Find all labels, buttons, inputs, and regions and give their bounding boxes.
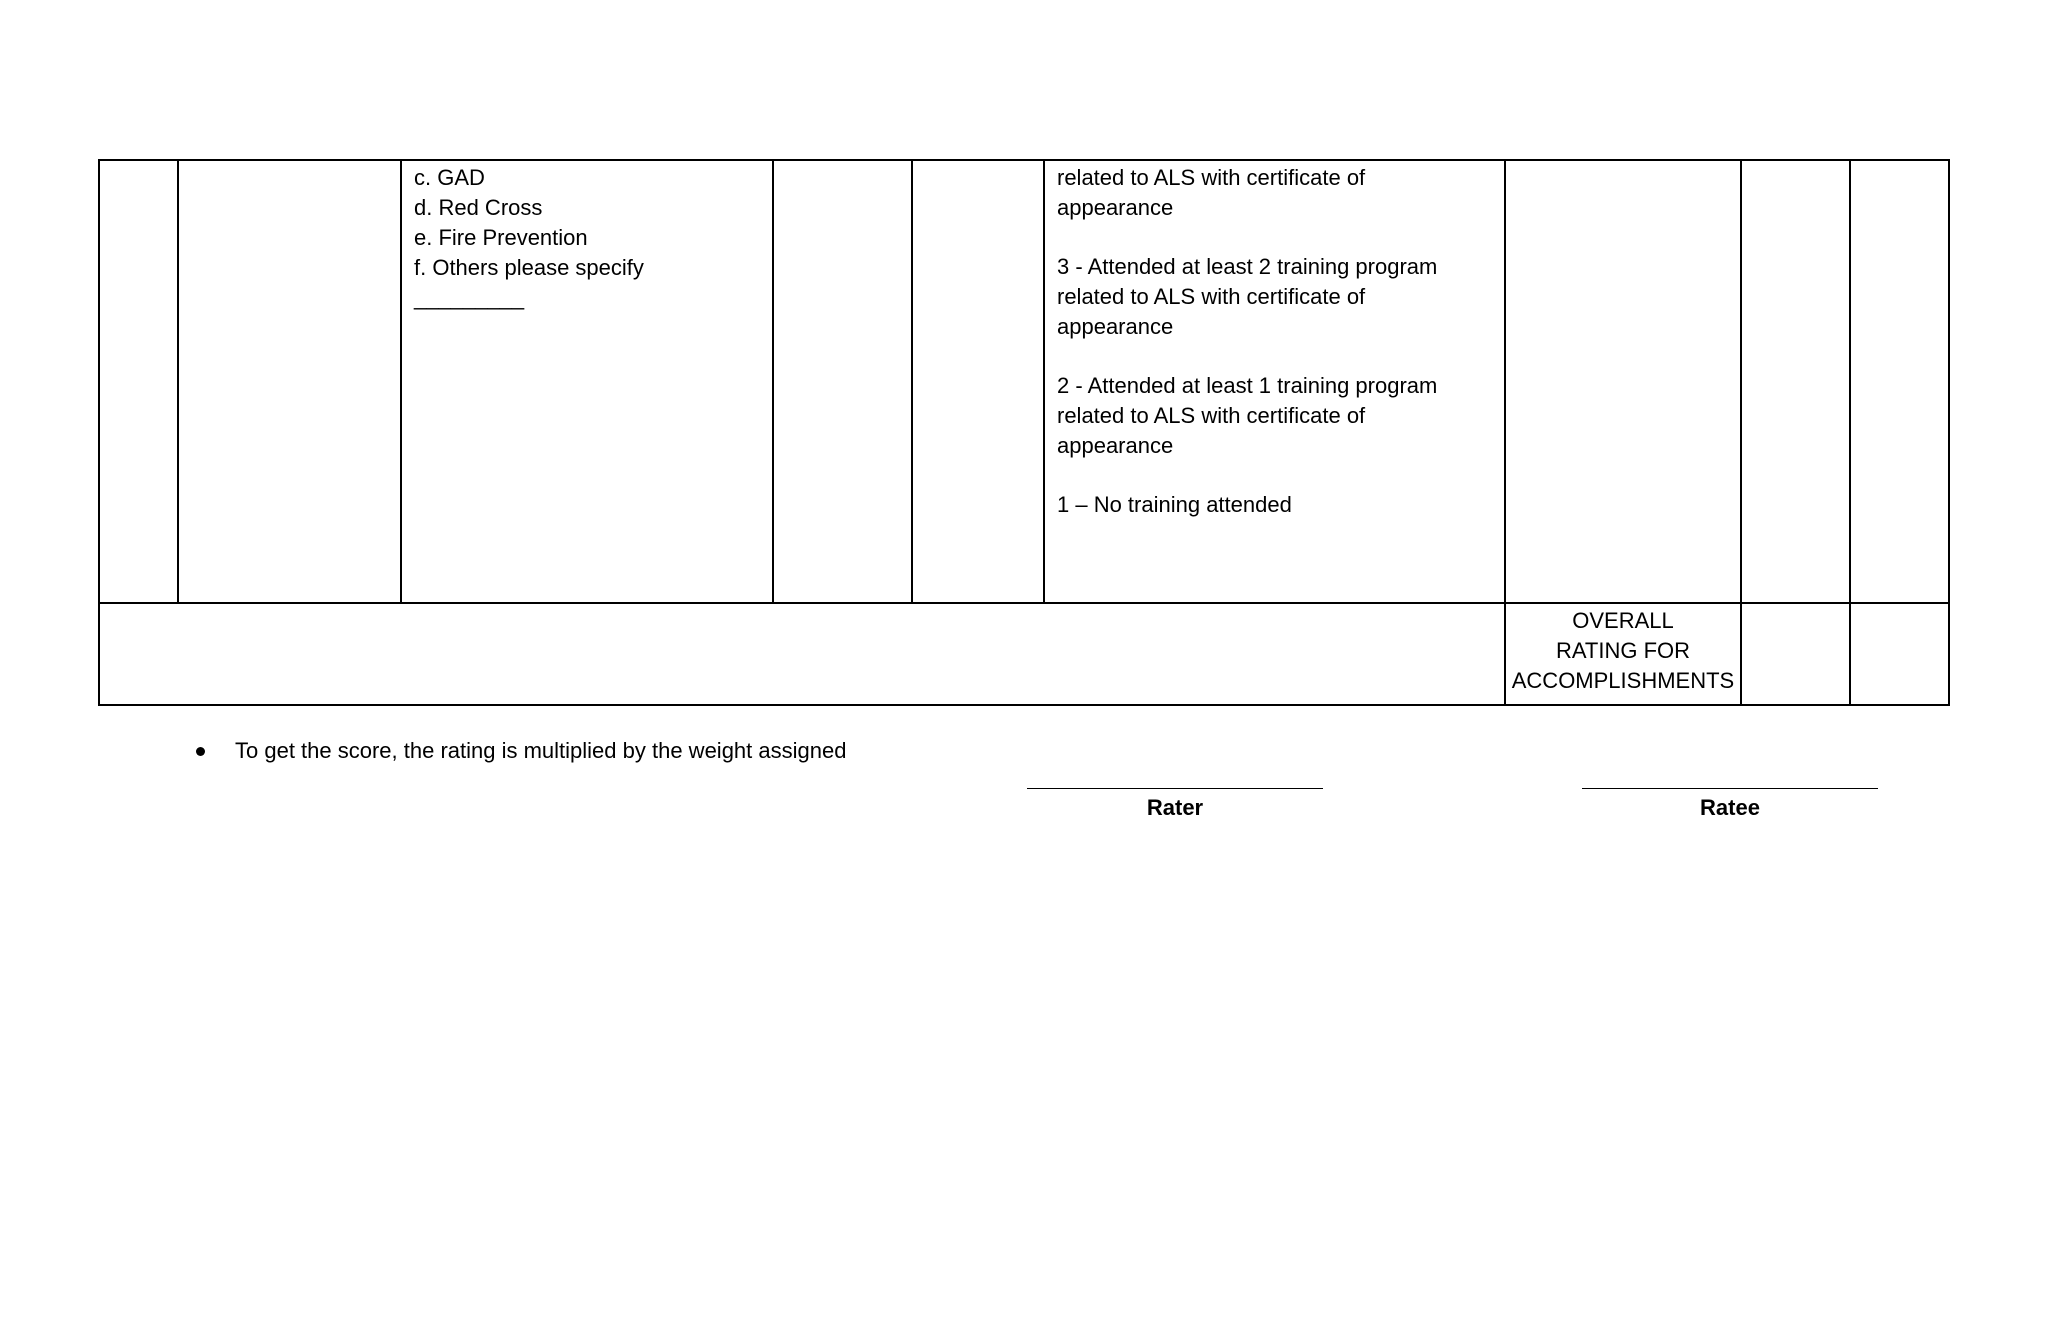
- accomplishments-table: [98, 159, 1950, 706]
- overall-blank-cell: [99, 603, 1505, 705]
- ratee-signature-line: [1582, 772, 1878, 789]
- overall-label-line: RATING FOR: [1555, 638, 1691, 663]
- program-item: d. Red Cross: [414, 195, 543, 220]
- ratee-signature: [1582, 772, 1878, 823]
- criteria-line: appearance: [1057, 314, 1174, 339]
- table-cell-actual: [1505, 160, 1741, 603]
- overall-label-line: OVERALL: [1572, 608, 1674, 633]
- table-cell-criteria: [1044, 160, 1505, 603]
- score-note-text: To get the score, the rating is multiplied by the weight assigned: [235, 738, 847, 763]
- overall-label-cell: [1505, 603, 1741, 705]
- criteria-line: 2 - Attended at least 1 training program: [1057, 373, 1438, 398]
- program-item: f. Others please specify _________: [414, 255, 651, 310]
- overall-score-cell: [1850, 603, 1949, 705]
- rating-criteria: [1045, 161, 1504, 520]
- paragraph-gap: [1057, 223, 1492, 252]
- table-cell-kra: [178, 160, 401, 603]
- overall-rating-label: [1506, 604, 1740, 696]
- score-note: [196, 736, 846, 766]
- table-cell-rating: [1741, 160, 1850, 603]
- bullet-icon: [196, 747, 205, 756]
- table-cell-number: [99, 160, 178, 603]
- programs-list: [402, 161, 772, 313]
- paragraph-gap: [1057, 461, 1492, 490]
- table-cell-weight: [773, 160, 912, 603]
- overall-row: [99, 603, 1949, 705]
- criteria-line: appearance: [1057, 195, 1174, 220]
- rater-signature: [1027, 772, 1323, 823]
- criteria-line: related to ALS with certificate of: [1057, 165, 1366, 190]
- criteria-line: related to ALS with certificate of: [1057, 284, 1366, 309]
- table-cell-programs: [401, 160, 773, 603]
- table-cell-target: [912, 160, 1044, 603]
- criteria-line: 3 - Attended at least 2 training program: [1057, 254, 1438, 279]
- table-row: [99, 160, 1949, 603]
- overall-label-line: ACCOMPLISHMENTS: [1511, 668, 1735, 693]
- overall-rating-cell: [1741, 603, 1850, 705]
- table-cell-score: [1850, 160, 1949, 603]
- program-item: c. GAD: [414, 165, 485, 190]
- program-item: e. Fire Prevention: [414, 225, 588, 250]
- rater-signature-line: [1027, 772, 1323, 789]
- paragraph-gap: [1057, 342, 1492, 371]
- rater-label: Rater: [1146, 795, 1204, 820]
- criteria-line: 1 – No training attended: [1057, 492, 1292, 517]
- ratee-label: Ratee: [1700, 795, 1760, 820]
- criteria-line: appearance: [1057, 433, 1174, 458]
- criteria-line: related to ALS with certificate of: [1057, 403, 1366, 428]
